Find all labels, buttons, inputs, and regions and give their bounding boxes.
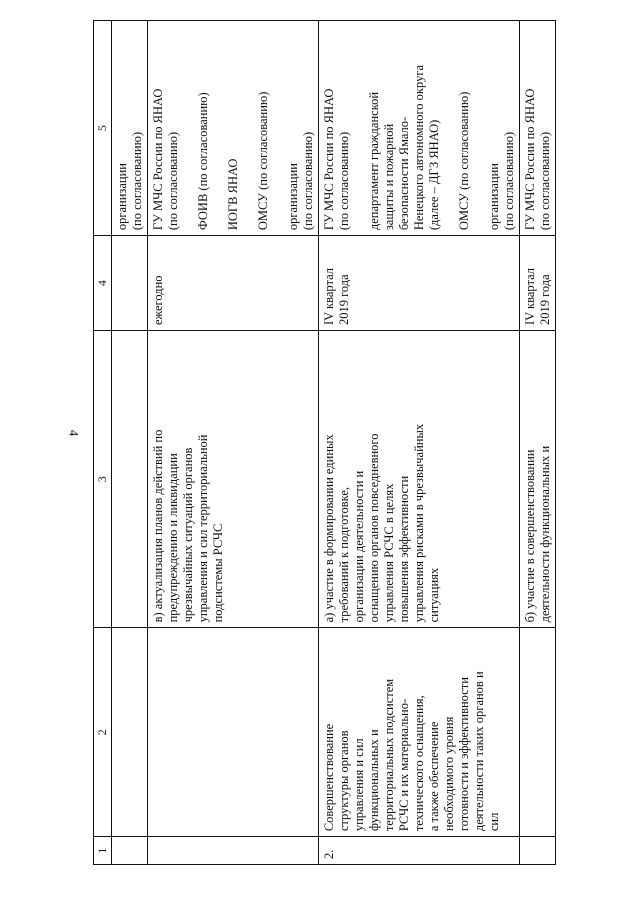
cell-line: необходимого уровня [442,716,456,832]
table-cell [520,628,556,837]
cell-line: организации [487,163,501,231]
cell-line: (по согласованию) [301,131,315,231]
cell-line: ГУ МЧС России по ЯНАО [523,88,537,231]
executor-cell [148,21,319,236]
executor-cell [112,21,148,236]
cell-line: управления РСЧС в целях [382,483,396,623]
cell-line: повышения эффективности [397,475,411,623]
table-row [520,21,556,865]
table-cell [112,837,148,865]
cell-line: управления и сил [352,738,366,832]
table-cell [112,628,148,837]
measure-cell [148,331,319,628]
table-cell [148,628,319,837]
measure-cell [520,331,556,628]
executor-cell [520,21,556,236]
cell-line: территориальных подсистем [382,678,396,832]
number-cell: 2. [319,837,520,865]
cell-line: б) участие в совершенствовании [523,449,537,623]
cell-line: ОМСУ (по согласованию) [256,91,270,231]
deadline-cell [148,236,319,331]
cell-line: 2019 года [337,274,351,326]
cell-line: (по согласованию) [130,131,144,231]
cell-line: безопасности Ямало- [397,116,411,231]
goal-cell [319,628,520,837]
cell-line: Совершенствование [322,723,336,832]
cell-line: ИОГВ ЯНАО [226,158,240,231]
executor-cell [319,21,520,236]
cell-line: а) участие в формировании единых [322,434,336,623]
header-cell: 5 [94,21,112,236]
page-number: 4 [66,429,82,437]
cell-line: ситуациях [427,567,441,623]
table-row [148,21,319,865]
cell-line: требований к подготовке, [337,486,351,623]
cell-line: организации [286,163,300,231]
cell-line: защиты и пожарной [382,123,396,231]
cell-line: структуры органов [337,730,351,832]
cell-line: ГУ МЧС России по ЯНАО [151,88,165,231]
cell-line: департамент гражданской [367,91,381,231]
cell-line: управления рисками в чрезвычайных [412,423,426,623]
cell-line: функциональных и [367,729,381,832]
cell-line: деятельности функциональных и [538,445,552,623]
cell-line: а также обеспечение [427,721,441,832]
cell-line: чрезвычайных ситуаций органов [181,447,195,623]
header-cell: 3 [94,331,112,628]
table-cell [520,837,556,865]
cell-line: Ненецкого автономного округа [412,64,426,231]
cell-line: готовности и эффективности [457,677,471,832]
cell-line: организации [115,163,129,231]
table-row [319,21,520,865]
cell-line: подсистемы РСЧС [211,523,225,623]
header-cell: 2 [94,628,112,837]
table-cell [112,331,148,628]
cell-line: IV квартал [322,267,336,326]
table-cell [112,236,148,331]
cell-line: предупреждению и ликвидации [166,453,180,623]
cell-line: (по согласованию) [337,131,351,231]
header-cell: 4 [94,236,112,331]
cell-line: ОМСУ (по согласованию) [457,91,471,231]
cell-line: РСЧС и их материально- [397,698,411,832]
cell-line: сил [487,812,501,832]
cell-line: (по согласованию) [538,131,552,231]
cell-line: ГУ МЧС России по ЯНАО [322,88,336,231]
measure-cell [319,331,520,628]
cell-line: (по согласованию) [166,131,180,231]
rotated-page [93,20,613,865]
cell-line: IV квартал [523,267,537,326]
cell-line: 2019 года [538,274,552,326]
cell-line: деятельности таких органов и [472,671,486,832]
header-row [94,21,112,865]
cell-line: управления и сил территориальной [196,434,210,623]
cell-line: организации деятельности и [352,470,366,623]
cell-line: технического оснащения, [412,695,426,832]
cell-line: оснащению органов повседневного [367,433,381,623]
deadline-cell [319,236,520,331]
plan-table [93,20,556,865]
cell-line: ФОИВ (по согласованию) [196,92,210,231]
table-cell [148,837,319,865]
cell-line: (по согласованию) [502,131,516,231]
cell-line: (далее – ДГЗ ЯНАО) [427,119,441,231]
cell-line: в) актуализация планов действий по [151,429,165,623]
cell-line: ежегодно [151,275,165,326]
table-row [112,21,148,865]
deadline-cell [520,236,556,331]
header-cell: 1 [94,837,112,865]
